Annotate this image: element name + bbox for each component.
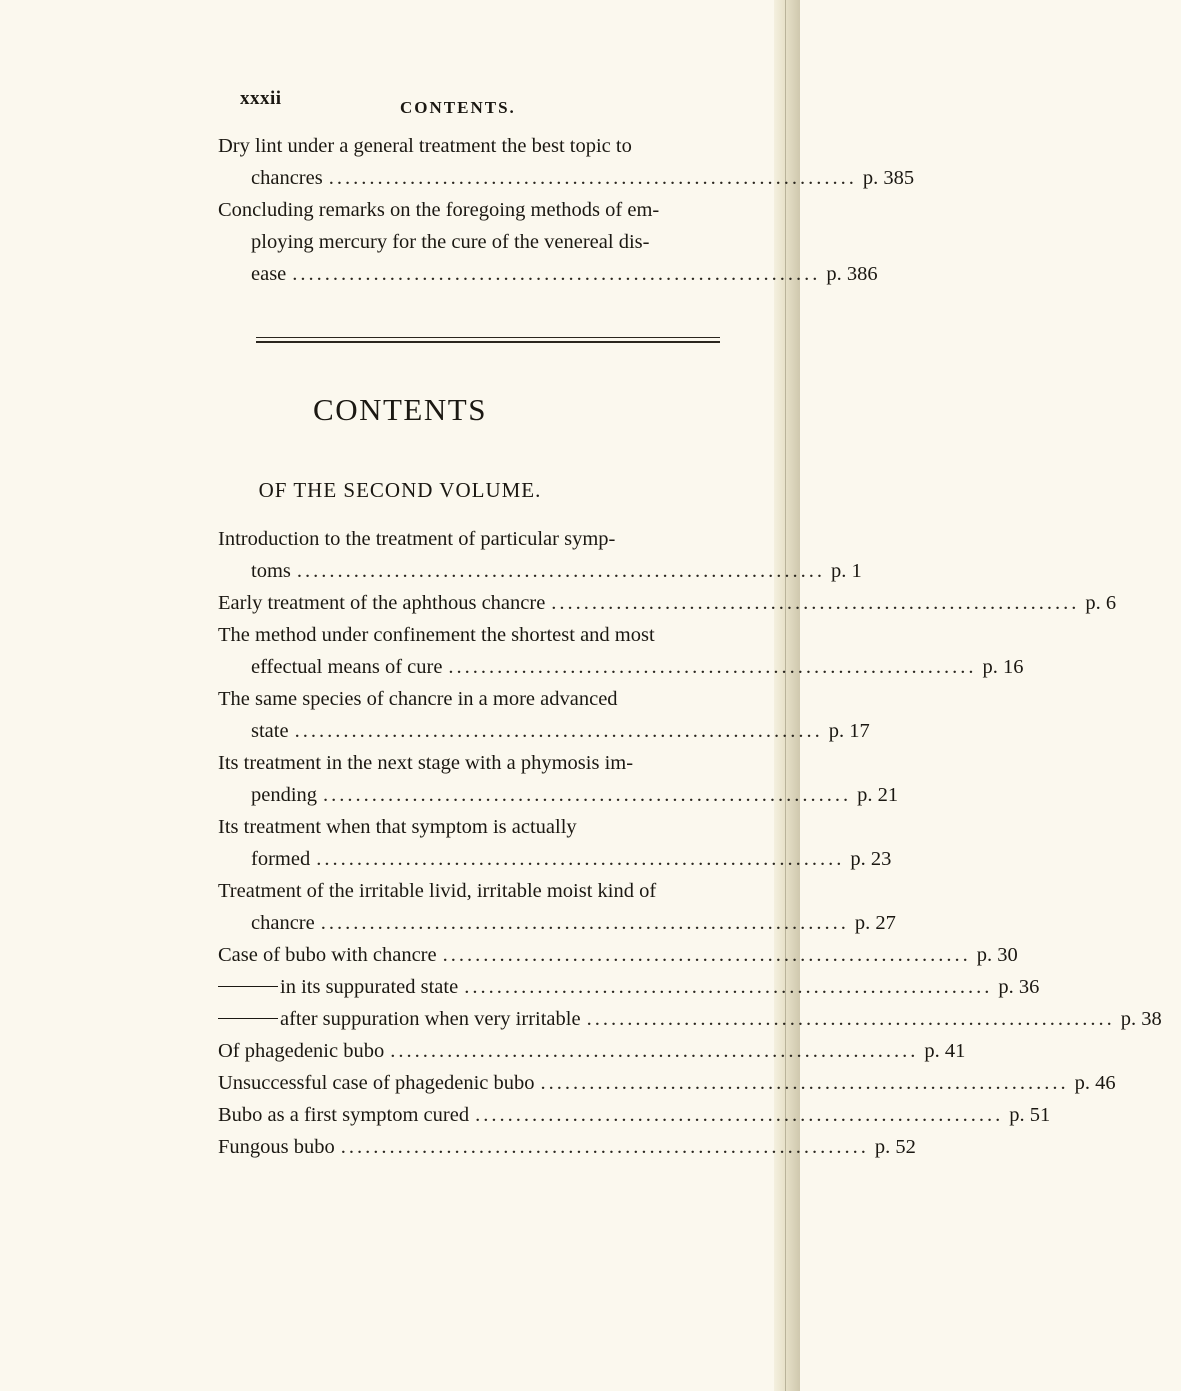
page-reference: p. 30 [976, 944, 1018, 966]
dot-leader: ................................................................. [464, 976, 993, 998]
toc-entry-leader-line [218, 779, 899, 811]
toc-entry-leader-line [218, 843, 892, 875]
dot-leader: ................................................................. [340, 1136, 869, 1158]
toc-entry-text: chancre [251, 912, 315, 934]
dot-leader: ................................................................. [442, 944, 971, 966]
toc-entry-text: Unsuccessful case of phagedenic bubo [218, 1072, 535, 1094]
toc-entry [218, 130, 915, 194]
toc-entry [218, 811, 892, 875]
toc-entry-text: Case of bubo with chancre [218, 944, 437, 966]
ditto-dash [218, 986, 278, 987]
section-title: CONTENTS [313, 392, 487, 427]
toc-entry [218, 194, 878, 290]
folio-number: xxxii [240, 88, 282, 109]
page-reference: p. 6 [1085, 592, 1117, 614]
toc-entry-text: Early treatment of the aphthous chancre [218, 592, 546, 614]
toc-entry [218, 875, 896, 939]
page-reference: p. 385 [862, 167, 915, 189]
page-header [240, 88, 560, 118]
toc-entry [218, 971, 1040, 1003]
page-reference: p. 16 [982, 656, 1024, 678]
toc-entry-text: ease [251, 263, 287, 285]
page-reference: p. 23 [850, 848, 892, 870]
page-reference: p. 41 [924, 1040, 966, 1062]
toc-entry-leader-line [218, 1131, 916, 1163]
dot-leader: ................................................................. [448, 656, 977, 678]
toc-entry-leader-line [218, 1003, 1162, 1035]
toc-entry-line: Introduction to the treatment of particular symp- [218, 528, 616, 550]
section-rule [256, 341, 720, 343]
toc-entry [218, 619, 1024, 683]
toc-entry-leader-line [218, 715, 870, 747]
toc-entry-text: Bubo as a first symptom cured [218, 1104, 470, 1126]
toc-entry-line: Treatment of the irritable livid, irritable moist kind of [218, 880, 657, 902]
toc-entry [218, 587, 1117, 619]
toc-entry-leader-line [218, 1067, 1116, 1099]
running-title: CONTENTS. [400, 98, 516, 117]
page-reference: p. 17 [828, 720, 870, 742]
dot-leader: ................................................................. [390, 1040, 919, 1062]
dot-leader: ................................................................. [328, 167, 857, 189]
toc-entry-line: ploying mercury for the cure of the venereal dis- [251, 231, 650, 253]
toc-entry [218, 523, 862, 587]
toc-entry-leader-line [218, 907, 896, 939]
toc-entry-line: Its treatment when that symptom is actually [218, 816, 577, 838]
toc-entry-text: toms [251, 560, 291, 582]
dot-leader: ................................................................. [320, 912, 849, 934]
toc-entry-text: pending [251, 784, 318, 806]
toc-entry [218, 747, 899, 811]
page-edge [774, 0, 800, 1391]
dot-leader: ................................................................. [540, 1072, 1069, 1094]
ditto-dash [218, 1018, 278, 1019]
toc-entry-text: effectual means of cure [251, 656, 443, 678]
dot-leader: ................................................................. [475, 1104, 1004, 1126]
toc-entry-line: Its treatment in the next stage with a phymosis im- [218, 752, 634, 774]
dot-leader: ................................................................. [551, 592, 1080, 614]
toc-entry-text: formed [251, 848, 311, 870]
toc-entry-text: Fungous bubo [218, 1136, 335, 1158]
toc-entry-text: in its suppurated state [280, 976, 459, 998]
toc-entry [218, 1035, 966, 1067]
toc-entry-leader-line [218, 258, 878, 290]
page-reference: p. 21 [857, 784, 899, 806]
toc-entry [218, 1099, 1051, 1131]
toc-entry-leader-line [218, 939, 1018, 971]
page-reference: p. 36 [998, 976, 1040, 998]
toc-entry [218, 683, 870, 747]
toc-entry-text: state [251, 720, 289, 742]
dot-leader: ................................................................. [294, 720, 823, 742]
toc-entry-line: Dry lint under a general treatment the best topic to [218, 135, 632, 157]
toc-entry-text: Of phagedenic bubo [218, 1040, 385, 1062]
toc-entry-leader-line [218, 1035, 966, 1067]
page-reference: p. 52 [874, 1136, 916, 1158]
dot-leader: ................................................................. [586, 1008, 1115, 1030]
page-reference: p. 51 [1009, 1104, 1051, 1126]
toc-entry-line: Concluding remarks on the foregoing methods of em- [218, 199, 660, 221]
toc-entry-leader-line [218, 1099, 1051, 1131]
toc-entry-leader-line [218, 162, 915, 194]
section-rule [256, 337, 720, 338]
toc-entry [218, 939, 1018, 971]
dot-leader: ................................................................. [316, 848, 845, 870]
page-reference: p. 1 [831, 560, 862, 582]
toc-entry [218, 1067, 1116, 1099]
toc-entry-line: The method under confinement the shortest and most [218, 624, 655, 646]
toc-entry-text: after suppuration when very irritable [280, 1008, 581, 1030]
toc-entry-leader-line [218, 555, 862, 587]
page-reference: p. 46 [1074, 1072, 1116, 1094]
toc-entry-leader-line [218, 651, 1024, 683]
toc-entry-leader-line [218, 971, 1040, 1003]
toc-entry [218, 1131, 916, 1163]
section-subtitle: OF THE SECOND VOLUME. [258, 478, 542, 502]
dot-leader: ................................................................. [323, 784, 852, 806]
page-edge-line [785, 0, 786, 1391]
dot-leader: ................................................................. [292, 263, 821, 285]
toc-entry-line: The same species of chancre in a more advanced [218, 688, 618, 710]
dot-leader: ................................................................. [296, 560, 825, 582]
page-reference: p. 386 [826, 263, 878, 285]
toc-entry-text: chancres [251, 167, 323, 189]
page-reference: p. 27 [854, 912, 896, 934]
toc-entry-leader-line [218, 587, 1117, 619]
page-reference: p. 38 [1120, 1008, 1162, 1030]
toc-entry [218, 1003, 1162, 1035]
